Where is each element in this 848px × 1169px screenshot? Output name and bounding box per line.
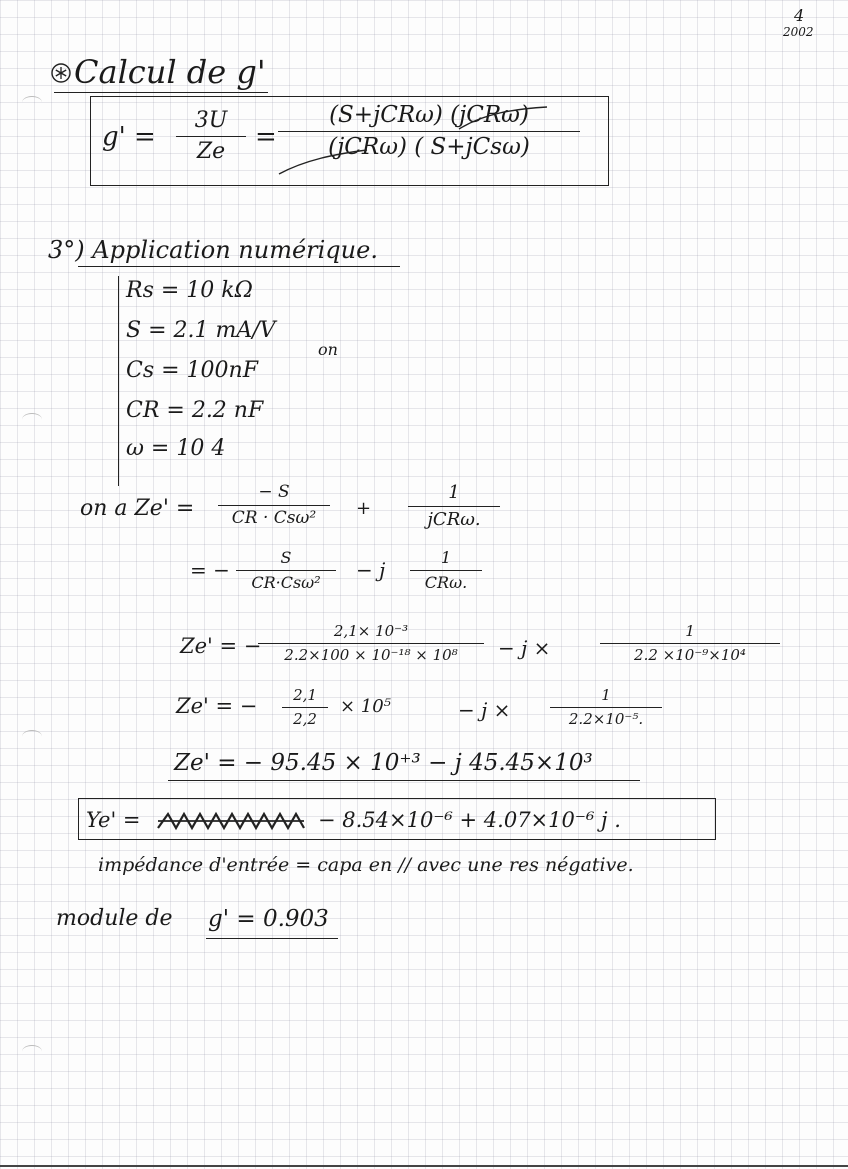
row4-f2-denominator: 2.2×10⁻⁵. — [568, 710, 644, 728]
row4-fraction-1 — [282, 688, 328, 727]
row1-f1-denominator: CR · Csω² — [231, 508, 317, 528]
cancel-strike-mark — [455, 103, 555, 133]
binder-hole — [22, 413, 42, 426]
fraction-bar — [410, 570, 482, 571]
side-note: on — [318, 340, 338, 359]
fraction-bar — [176, 136, 246, 137]
row2-minus: − j — [356, 558, 386, 582]
param-cs: Cs = 100nF — [126, 358, 258, 383]
module-underline — [206, 938, 338, 939]
binder-hole — [22, 96, 42, 109]
row2-fraction-1 — [236, 550, 336, 591]
binder-hole — [22, 730, 42, 743]
row5-result: Ze' = − 95.45 × 10⁺³ − j 45.45×10³ — [174, 750, 593, 776]
circled-asterisk-icon — [50, 62, 72, 84]
row4-mult: × 10⁵ — [340, 696, 391, 717]
row2-f2-numerator: 1 — [440, 548, 452, 567]
fraction-bar — [600, 643, 780, 644]
row1-plus: + — [356, 498, 372, 519]
row4-lhs: Ze' = − — [176, 694, 258, 718]
rhs-denominator: (jCRω) ( S+jCsω) — [328, 134, 530, 160]
row2-f1-denominator: CR·Csω² — [251, 573, 321, 592]
row3-lhs: Ze' = − — [180, 634, 262, 658]
fraction-bar — [408, 506, 500, 507]
title-underline — [54, 92, 268, 93]
row4-fraction-2 — [550, 688, 662, 727]
page-number: 4 — [794, 6, 805, 25]
row1-f2-denominator: jCRω. — [427, 509, 481, 530]
section-title: Calcul de g' — [74, 53, 266, 91]
row1-f2-numerator: 1 — [448, 482, 460, 503]
page-year: 2002 — [783, 25, 814, 39]
row5-underline — [168, 780, 640, 781]
row1-prefix: on a Ze' = — [80, 496, 195, 521]
ratio-numerator: 3U — [194, 108, 228, 133]
param-s: S = 2.1 mA/V — [126, 318, 276, 343]
fraction-bar — [258, 643, 484, 644]
ratio-denominator: Ze — [196, 139, 226, 164]
row3-mid: − j × — [498, 636, 551, 660]
param-rs: Rs = 10 kΩ — [126, 278, 253, 303]
fraction-bar — [236, 570, 336, 571]
module-label: module de — [56, 906, 173, 931]
row4-mid: − j × — [458, 698, 511, 722]
row3-f1-numerator: 2,1× 10⁻³ — [333, 622, 409, 640]
ye-label: Ye' = — [86, 808, 141, 832]
row3-f2-denominator: 2.2 ×10⁻⁹×10⁴ — [634, 646, 746, 664]
row3-f2-numerator: 1 — [685, 622, 695, 640]
row3-f1-denominator: 2.2×100 × 10⁻¹⁸ × 10⁸ — [284, 646, 458, 664]
row1-fraction-2 — [408, 484, 500, 529]
row4-f1-denominator: 2,2 — [293, 710, 317, 728]
page-bottom-edge — [0, 1165, 848, 1167]
ratio-fraction — [176, 110, 246, 163]
row2-f1-numerator: S — [280, 548, 292, 567]
fraction-bar — [282, 707, 328, 708]
params-bracket — [118, 276, 119, 486]
rhs-numerator: (S+jCRω) (jCRω) — [329, 102, 529, 128]
row2-fraction-2 — [410, 550, 482, 591]
row1-fraction-1 — [218, 484, 330, 527]
param-cr: CR = 2.2 nF — [126, 398, 264, 423]
equals-sign: = — [255, 122, 277, 152]
row1-f1-numerator: − S — [258, 482, 290, 502]
param-omega: ω = 10 4 — [126, 436, 226, 461]
g-prime-lhs: g' = — [102, 122, 156, 152]
row2-eq: = − — [190, 558, 230, 582]
row4-f2-numerator: 1 — [601, 686, 611, 704]
impedance-note: impédance d'entrée = capa en // avec une res négative. — [98, 854, 634, 876]
row2-f2-denominator: CRω. — [424, 573, 468, 592]
fraction-bar — [550, 707, 662, 708]
module-value: g' = 0.903 — [208, 906, 329, 932]
scribble-mark — [154, 808, 310, 834]
fraction-bar — [218, 505, 330, 506]
row3-fraction-2 — [600, 624, 780, 663]
section-title: 3°) Application numérique. — [48, 236, 378, 264]
cancel-strike-mark — [275, 146, 375, 178]
ye-value: − 8.54×10⁻⁶ + 4.07×10⁻⁶ j . — [318, 808, 621, 832]
row4-f1-numerator: 2,1 — [293, 686, 317, 704]
binder-hole — [22, 1045, 42, 1058]
title-underline — [78, 266, 400, 267]
row3-fraction-1 — [258, 624, 484, 663]
